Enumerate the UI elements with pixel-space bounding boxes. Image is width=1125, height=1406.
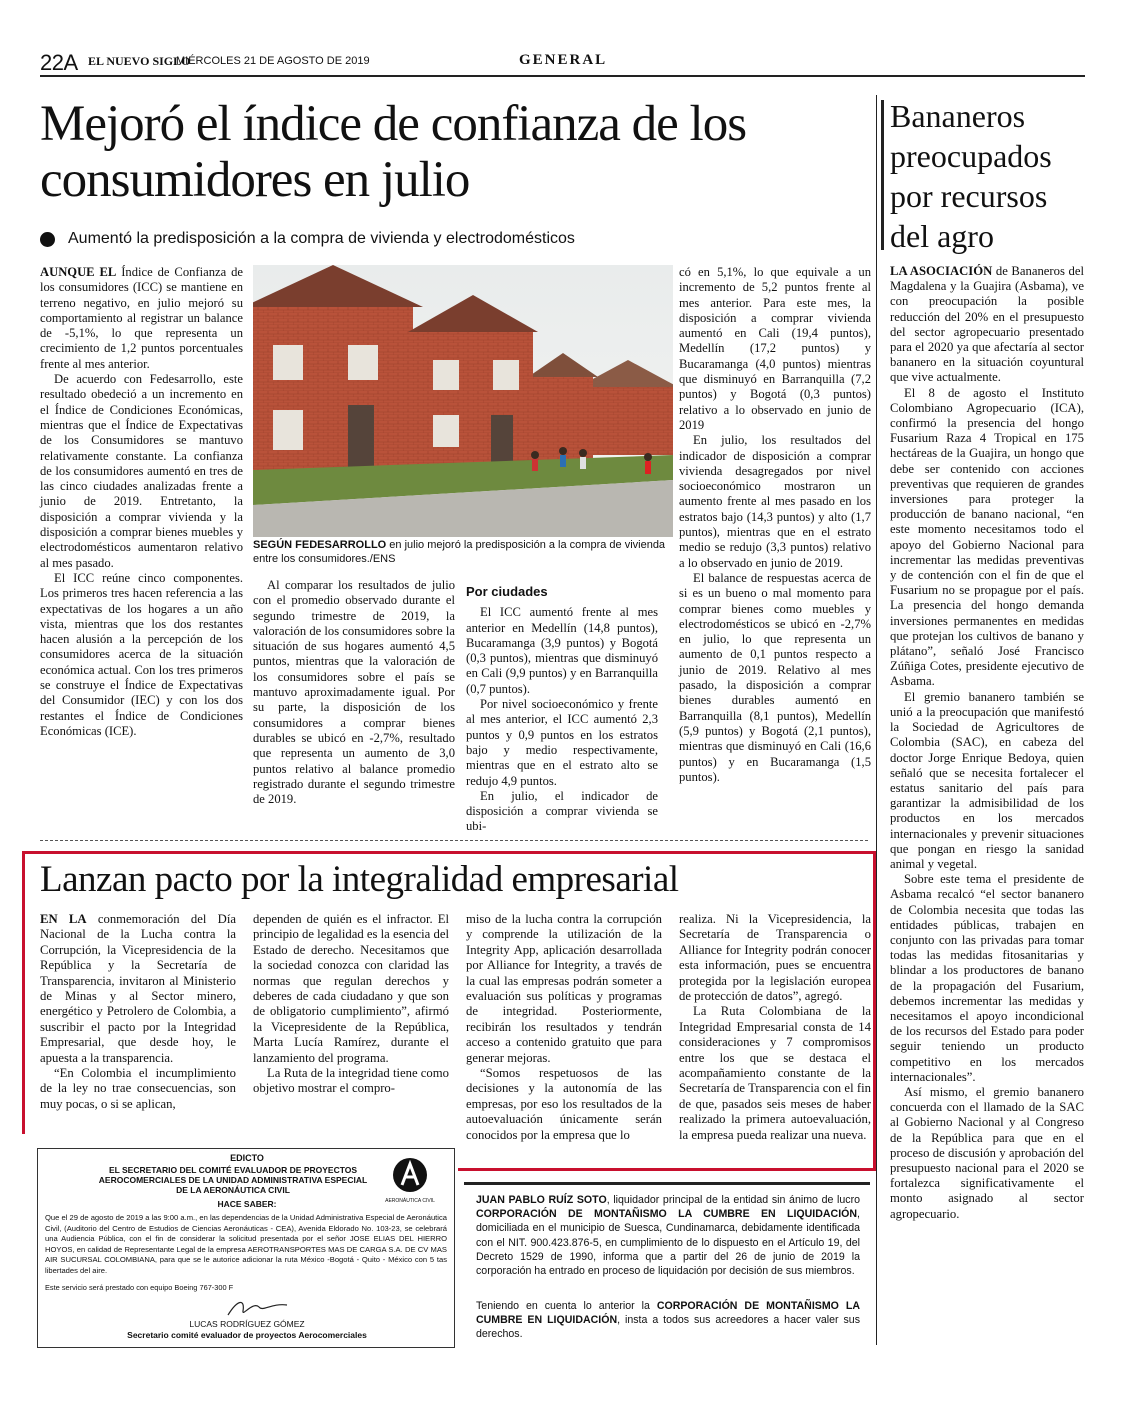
paragraph: El ICC reúne cinco componentes. Los primeros tres hacen referencia a las expectativas de los hogares a un año vista, mientras que los dos restantes hacen alusión a la percepción de los consumidores acerca de la situación económica actual. Con los tres primeros se construye el Índice de Expectativas del Consumidor (IEC) y con los dos restantes el Índice de Condiciones Económicas (ICE).	[40, 570, 243, 738]
paragraph: En julio, los resultados del indicador de disposición a comprar vivienda desagregados por nivel socioeconómico mostraron un aumento frente al mes pasado en los estratos bajo (14,3 puntos) y alto (1,7 puntos), mientras que en el estrato medio se redujo (3,3 puntos) relativo a lo observado en junio de 2019.	[679, 433, 871, 570]
edicto-signer: LUCAS RODRÍGUEZ GÓMEZ	[189, 1319, 305, 1329]
paragraph: Sobre este tema el presidente de Asbama recalcó “el sector bananero de Colombia necesita que todas las entidades públicas, trabajen en conjunto con las privadas para tomar todas las medidas fitosanitarias y blindar a los productores de banano de la propagación del Fusarium, debemos incrementar las medidas y necesitamos el apoyo incondicional de los recursos del Estado para poder seguir teniendo un producto competitivo en los mercados internacionales”.	[890, 872, 1084, 1084]
caption-lead: SEGÚN FEDESARROLLO	[253, 539, 387, 551]
paragraph-text: conmemoración del Día Nacional de la Lucha contra la Corrupción, la Vicepresidencia de la República y la Secretaría de Transparencia, invitaron al Ministerio de Minas y al Sector minero, energético y Petrolero de Colombia, a suscribir el pacto por la Integridad Empresarial, que desde hoy, le apuesta a la transparencia.	[40, 912, 236, 1065]
text: , insta a todos sus acreedores a hacer valer sus derechos.	[476, 1314, 860, 1341]
paragraph: Por nivel socioeconómico y frente al mes anterior, el ICC aumentó 2,3 puntos y 0,9 puntos en los estratos bajo y medio respectivamente, mientras que en el estrato alto se redujo 4,9 puntos.	[466, 697, 658, 788]
lead-in: AUNQUE EL	[40, 265, 117, 279]
paragraph	[40, 912, 236, 1066]
edicto-hace-saber: HACE SABER:	[217, 1199, 277, 1209]
article-divider	[40, 840, 868, 841]
lead-in: LA ASOCIACIÓN	[890, 264, 993, 278]
paragraph-text: de Bananeros del Magdalena y la Guajira (Asbama), ve con preocupación la posible reducción del 20% en el presupuesto del sector agropecuario presentado para el 2020 ya que afectaría al sector bananero en la situación coyuntural que vive actualmente.	[890, 264, 1084, 385]
main-column-3	[466, 578, 658, 835]
paragraph: De acuerdo con Fedesarrollo, este resultado obedeció a un incremento en el Índice de Condiciones Económicas, mientras que el Índice de Expectativas de los Consumidores se mantuvo relativamente constante. La confianza de los consumidores aumentó en tres de las cinco ciudades analizadas frente a junio de 2019. Entretanto, la disposición a comprar vivienda y la disposición a comprar bienes muebles y electrodomésticos aumentaron relativo al mes pasado.	[40, 372, 243, 570]
paragraph-text: Índice de Confianza de los consumidores (ICC) se mantiene en terreno negativo, en julio mejoró su comportamiento al registrar un balance de -5,1%, lo que representa un crecimiento de 1,2 puntos porcentuales frente al mes anterior.	[40, 265, 243, 371]
liquidation-paragraph-2	[476, 1299, 860, 1342]
subheading: Por ciudades	[466, 584, 548, 599]
edicto-issuer: EL SECRETARIO DEL COMITÉ EVALUADOR DE PROYECTOS AEROCOMERCIALES DE LA UNIDAD ADMINISTRATIVA ESPECIAL DE LA AERONÁUTICA CIVIL	[98, 1165, 368, 1195]
page-number: 22A	[40, 50, 78, 75]
paragraph: El balance de respuestas acerca de si es un bueno o mal momento para comprar bienes como muebles y electrodomésticos se ubicó en -2,7% en julio, lo que representa un aumento de 0,1 puntos respecto a junio de 2019. Relativo al mes pasado, la disposición a comprar bienes durables aumentó en Barranquilla (8,1 puntos), Medellín (5,9 puntos) y Bogotá (2,1 puntos), mientras que disminuyó en Cali (16,6 puntos) y en Bucaramanga (1,5 puntos).	[679, 570, 871, 784]
text: , liquidador principal de la entidad sin ánimo de lucro	[606, 1194, 861, 1206]
sidebar-accent-bar	[881, 100, 884, 250]
pacto-column-3	[466, 912, 662, 1143]
newspaper-name: EL NUEVO SIGLO	[88, 54, 191, 68]
lead-in: EN LA	[40, 912, 87, 926]
paragraph: Así mismo, el gremio bananero concuerda con el llamado de la SAC al Gobierno Nacional y al Congreso de la República para que en el proceso de discusión y aprobación del presupuesto nacional para el 2020 se fortalezca significativamente el monto asignado al sector agropecuario.	[890, 1084, 1084, 1221]
liquidator-name: JUAN PABLO RUÍZ SOTO	[476, 1194, 607, 1206]
edicto-notice	[37, 1148, 455, 1348]
signature	[223, 1297, 293, 1319]
aerocivil-logo	[378, 1157, 442, 1204]
paragraph: realiza. Ni la Vicepresidencia, la Secretaría de Transparencia o Alliance for Integrity podrán conocer esta información, pues se encuentra protegida por la legislación europea de protección de datos”, agregó.	[679, 912, 871, 1004]
paragraph: dependen de quién es el infractor. El principio de legalidad es la esencia del Estado de derecho. Necesitamos que la sociedad conozca con claridad las normas que regulan derechos y deberes de cada ciudadano y que son de obligatorio cumplimiento”, afirmó la Vicepresidente de la República, Marta Lucía Ramírez, durante el lanzamiento del programa.	[253, 912, 449, 1065]
paragraph	[40, 265, 243, 372]
paragraph: Al comparar los resultados de julio con el promedio observado durante el segundo trimestre de 2019, la valoración de los consumidores sobre la situación de sus hogares aumentó 4,5 puntos, mientras que la valoración de los consumidores sobre el país se mantuvo aproximadamente igual. Por su parte, la disposición de los consumidores a comprar bienes durables se ubicó en -2,7%, resultado que representa un aumento de 3,0 puntos relativo al balance promedio registrado durante el segundo trimestre de 2019.	[253, 578, 455, 807]
housing-photo	[253, 265, 673, 537]
edicto-body: Que el 29 de agosto de 2019 a las 9:00 a.m., en las dependencias de la Unidad Administrativa Especial de Aeronáutica Civil, (Auditorio del Centro de Estudios de Ciencias Aeronáuticas - CEA), Avenida Eldorado No. 103-23, se celebrará una Audiencia Pública, con el fin de considerar la solicitud presentada por el señor JOSE ELIAS DEL HIERRO HOYOS, en calidad de Representante Legal de la empresa AEROTRANSPORTES MAS DE CARGA S.A. DE CV MAS AIR SUCURSAL COLOMBIANA, para que se le autorice adicionar la ruta México -Bogotá - Quito - México con 5 tas libertades del aire.	[45, 1213, 447, 1275]
houses-image-icon	[253, 265, 673, 537]
column-divider	[876, 95, 877, 1345]
paragraph: “En Colombia el incumplimiento de la ley no trae consecuencias, son muy pocas, o si se aplican,	[40, 1066, 236, 1111]
text: , domiciliada en el municipio de Suesca, Cundinamarca, debidamente identificada con el NIT. 900.423.876-5, en cumplimiento de lo dispuesto en el Artículo 19, del Decreto 1529 de 1990, informa que a partir del 26 de junio de 2019 la corporación ha entrado en proceso de liquidación por decisión de sus miembros.	[476, 1208, 860, 1278]
main-column-1	[40, 265, 243, 739]
paragraph: La Ruta Colombiana de la Integridad Empresarial consta de 14 consideraciones y 7 compromisos entre los que se destaca el acompañamiento constante de la Secretaría de Transparencia con el fin de que, pasados seis meses de haber realizado la primera autoevaluación, la empresa pueda realizar una nueva.	[679, 1004, 871, 1142]
paragraph: miso de la lucha contra la corrupción y comprende la utilización de la Integrity App, aplicación desarrollada por Alliance for Integrity, a través de la cual las empresas podrán someter a evaluación sus políticas y programas de integridad. Posteriormente, recibirán los resultados y tendrán acceso a contenido gratuito que para generar mejoras.	[466, 912, 662, 1065]
pacto-headline: Lanzan pacto por la integralidad empresarial	[40, 859, 679, 900]
entity-name: CORPORACIÓN DE MONTAÑISMO LA CUMBRE EN LIQUIDACIÓN	[476, 1300, 860, 1327]
paragraph	[890, 264, 1084, 386]
main-column-2	[253, 578, 455, 807]
liquidation-paragraph-1	[476, 1193, 860, 1278]
section-name: GENERAL	[519, 52, 608, 68]
edicto-signer-title: Secretario comité evaluador de proyectos Aerocomerciales	[127, 1330, 367, 1340]
edicto-title: EDICTO	[230, 1153, 264, 1163]
bullet-icon	[40, 232, 55, 247]
sidebar-body	[890, 264, 1084, 1222]
sidebar-headline: Bananeros preocupados por recursos del agro	[890, 98, 1052, 254]
issue-date: MIÉRCOLES 21 DE AGOSTO DE 2019	[176, 55, 370, 67]
paragraph: có en 5,1%, lo que equivale a un incremento de 5,2 puntos frente al mes anterior. Para este mes, la disposición a comprar vivienda aumentó en Cali (19,4 puntos), Medellín (17,2 puntos) y Bucaramanga (4,0 puntos) mientras que disminuyó en Barranquilla (7,2 puntos) y Bogotá (0,3 puntos) relativo a lo observado en junio de 2019	[679, 265, 871, 432]
pacto-column-2	[253, 912, 449, 1097]
pacto-column-4	[679, 912, 871, 1143]
aerocivil-logo-icon	[392, 1157, 428, 1193]
main-headline: Mejoró el índice de confianza de los consumidores en julio	[40, 96, 747, 208]
entity-name: CORPORACIÓN DE MONTAÑISMO LA CUMBRE EN LIQUIDACIÓN	[476, 1208, 858, 1221]
header-rule	[40, 75, 1085, 77]
paragraph: El ICC aumentó frente al mes anterior en Medellín (14,8 puntos), Bucaramanga (3,9 puntos) y Bogotá (0,3 puntos), mientras que disminuyó en Cali (9,9 puntos) y en Barranquilla (0,7 puntos).	[466, 605, 658, 696]
edicto-note: Este servicio será prestado con equipo Boeing 767-300 F	[45, 1283, 234, 1292]
main-column-4	[679, 265, 871, 785]
pacto-column-1	[40, 912, 236, 1112]
photo-caption	[253, 538, 673, 566]
paragraph: La Ruta de la integridad tiene como objetivo mostrar el compro-	[253, 1066, 449, 1096]
main-subheadline: Aumentó la predisposición a la compra de vivienda y electrodomésticos	[68, 230, 575, 247]
paragraph: En julio, el indicador de disposición a comprar vivienda se ubi-	[466, 788, 658, 834]
logo-label: AERONÁUTICA CIVIL	[385, 1198, 435, 1204]
paragraph: El 8 de agosto el Instituto Colombiano Agropecuario (ICA), confirmó la presencia del hongo Fusarium Raza 4 Tropical en 175 hectáreas de la Guajira, un hongo que debe ser contenido con acciones preventivas que requieren de grandes inversiones para proteger la producción de banano nacional, “en este momento necesitamos todo el apoyo del Gobierno Nacional para incrementar las medidas preventivas y de contención con el fin de que el Fusarium no se propague por el país. La presencia del hongo demanda inversiones permanentes en medidas que protejan los cultivos de banano y plátano”, señaló José Francisco Zúñiga Cotes, presidente ejecutivo de Asbama.	[890, 385, 1084, 689]
caption-text: en julio mejoró la predisposición a la compra de vivienda entre los consumidores./ENS	[253, 539, 666, 565]
paragraph: El gremio bananero también se unió a la preocupación que manifestó la Sociedad de Agricultores de Colombia (SAC), en cabeza del doctor Jorge Enrique Bedoya, quien señaló que se necesita fortalecer el estatus sanitario del país para garantizar la admisibilidad de los productos en los mercados internacionales y prevenir situaciones que pongan en riesgo la sanidad animal y vegetal.	[890, 689, 1084, 871]
text: Teniendo en cuenta lo anterior la	[476, 1300, 657, 1312]
liquidation-notice	[464, 1182, 870, 1340]
paragraph: “Somos respetuosos de las decisiones y la autonomía de las empresas, por eso los resultados de la autoevaluación únicamente serán conocidos por la empresa que lo	[466, 1066, 662, 1142]
